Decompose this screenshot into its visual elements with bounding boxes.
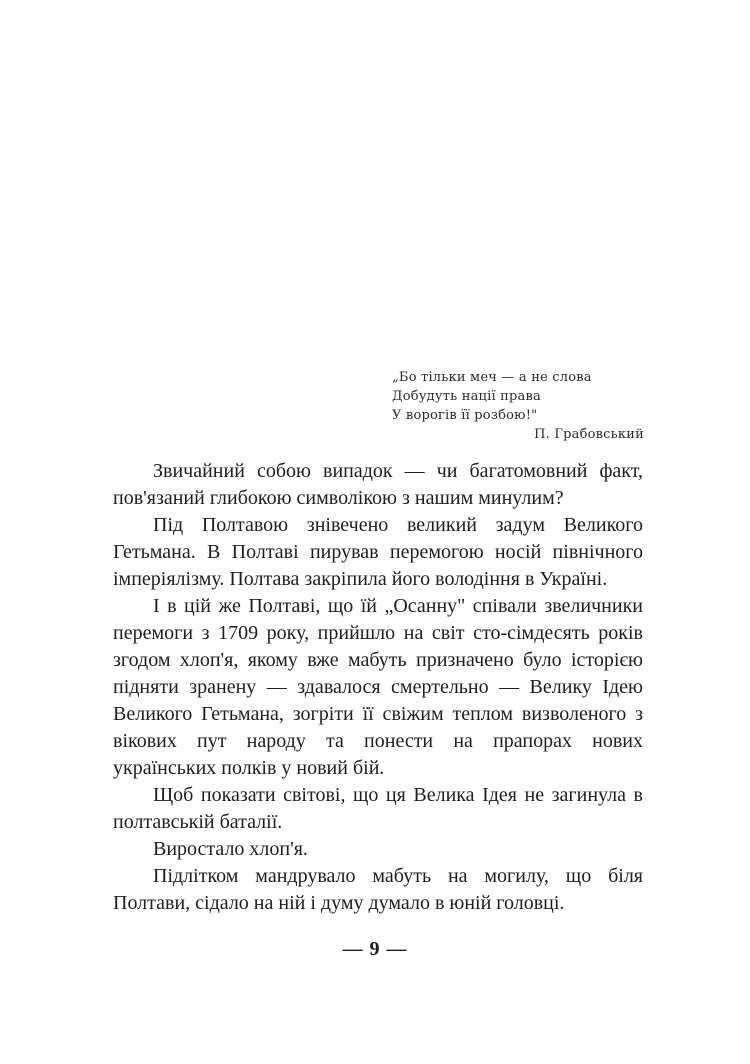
epigraph-line: У ворогів її розбою!"	[392, 408, 538, 423]
epigraph-line: „Бо тільки меч — а не слова	[392, 370, 592, 385]
paragraph: Звичайний собою випадок — чи багатомовний факт, пов'язаний глибокою символікою з нашим минулим?	[113, 460, 643, 509]
paragraph: Під Полтавою знівечено великий задум Великого Гетьмана. В Полтаві пирував перемогою носій північного імперіялізму. Полтава закріпила його володіння в Україні.	[113, 514, 643, 590]
paragraph: І в цій же Полтаві, що їй „Осанну" співали звеличники перемоги з 1709 року, прийшло на світ сто-сімдесять років згодом хлоп'я, якому вже мабуть призначено було історією підняти зранену — здавалося смертельно — Велику Ідею Великого Гетьмана, зогріти її свіжим теплом визволеного з вікових пут народу та понести на прапорах нових українських полків у новий бій.	[113, 595, 643, 779]
body-text	[113, 458, 643, 917]
epigraph-author: П. Грабовський	[534, 427, 644, 442]
epigraph-line: Добудуть нації права	[392, 389, 541, 404]
paragraph: Щоб показати світові, що ця Велика Ідея не загинула в полтавській баталії.	[113, 784, 643, 833]
paragraph: Підлітком мандрувало мабуть на могилу, що біля Полтави, сідало на ній і думу думало в юній головці.	[113, 865, 643, 914]
page-number: — 9 —	[342, 938, 408, 960]
epigraph	[392, 368, 652, 444]
paragraph: Виростало хлоп'я.	[153, 838, 308, 860]
